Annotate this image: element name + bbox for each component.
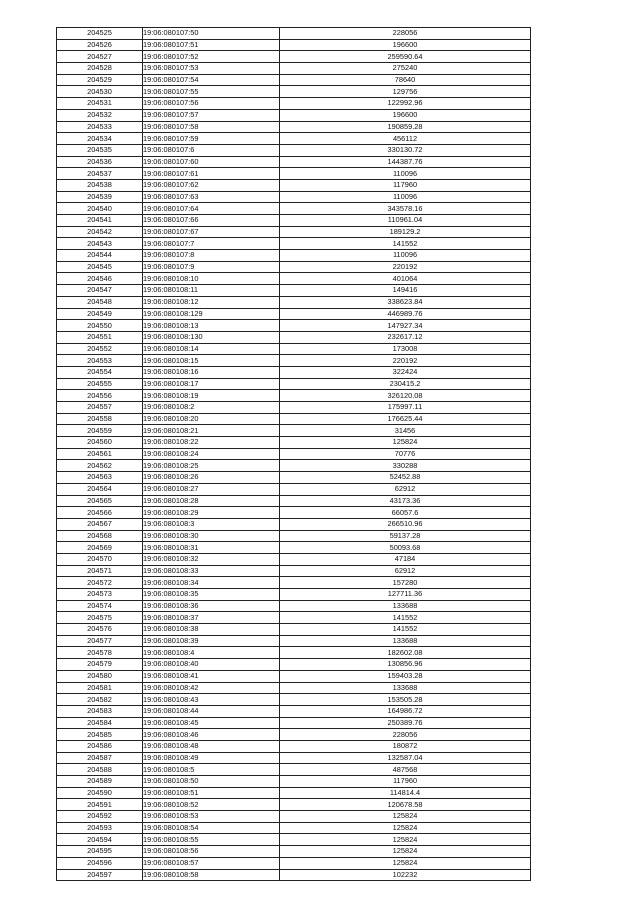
row-value-cell: 190859.28 bbox=[280, 121, 531, 133]
table-row bbox=[57, 518, 531, 530]
row-time-cell: 19:06:080108:34 bbox=[143, 577, 280, 589]
row-time-cell: 19:06:080108:57 bbox=[143, 857, 280, 869]
table-row bbox=[57, 308, 531, 320]
row-time-cell: 19:06:080108:37 bbox=[143, 612, 280, 624]
row-time-cell: 19:06:080107:63 bbox=[143, 191, 280, 203]
table-row bbox=[57, 261, 531, 273]
row-value-cell: 196600 bbox=[280, 39, 531, 51]
table-row bbox=[57, 109, 531, 121]
row-id-cell: 204561 bbox=[57, 448, 143, 460]
table-row bbox=[57, 483, 531, 495]
row-time-cell: 19:06:080108:27 bbox=[143, 483, 280, 495]
row-time-cell: 19:06:080108:35 bbox=[143, 589, 280, 601]
row-time-cell: 19:06:080108:17 bbox=[143, 378, 280, 390]
row-id-cell: 204548 bbox=[57, 296, 143, 308]
row-id-cell: 204590 bbox=[57, 787, 143, 799]
table-row bbox=[57, 542, 531, 554]
row-time-cell: 19:06:080107:53 bbox=[143, 63, 280, 75]
row-value-cell: 114814.4 bbox=[280, 787, 531, 799]
row-time-cell: 19:06:080108:30 bbox=[143, 530, 280, 542]
row-id-cell: 204532 bbox=[57, 109, 143, 121]
row-value-cell: 401064 bbox=[280, 273, 531, 285]
row-value-cell: 132587.04 bbox=[280, 752, 531, 764]
row-value-cell: 275240 bbox=[280, 63, 531, 75]
data-table bbox=[56, 27, 531, 881]
row-value-cell: 228056 bbox=[280, 729, 531, 741]
row-time-cell: 19:06:080107:6 bbox=[143, 144, 280, 156]
row-value-cell: 125824 bbox=[280, 811, 531, 823]
row-value-cell: 157280 bbox=[280, 577, 531, 589]
table-row bbox=[57, 98, 531, 110]
row-value-cell: 133688 bbox=[280, 635, 531, 647]
row-value-cell: 133688 bbox=[280, 600, 531, 612]
row-time-cell: 19:06:080108:50 bbox=[143, 776, 280, 788]
row-time-cell: 19:06:080108:26 bbox=[143, 472, 280, 484]
row-value-cell: 125824 bbox=[280, 822, 531, 834]
table-row bbox=[57, 565, 531, 577]
row-id-cell: 204550 bbox=[57, 320, 143, 332]
row-value-cell: 182602.08 bbox=[280, 647, 531, 659]
row-time-cell: 19:06:080108:31 bbox=[143, 542, 280, 554]
table-row bbox=[57, 553, 531, 565]
table-row bbox=[57, 133, 531, 145]
row-time-cell: 19:06:080107:56 bbox=[143, 98, 280, 110]
row-time-cell: 19:06:080108:16 bbox=[143, 366, 280, 378]
table-row bbox=[57, 624, 531, 636]
row-value-cell: 47184 bbox=[280, 553, 531, 565]
row-value-cell: 133688 bbox=[280, 682, 531, 694]
row-time-cell: 19:06:080107:9 bbox=[143, 261, 280, 273]
row-value-cell: 230415.2 bbox=[280, 378, 531, 390]
table-row bbox=[57, 448, 531, 460]
row-value-cell: 487568 bbox=[280, 764, 531, 776]
table-row bbox=[57, 238, 531, 250]
row-time-cell: 19:06:080108:10 bbox=[143, 273, 280, 285]
row-value-cell: 110096 bbox=[280, 250, 531, 262]
row-value-cell: 189129.2 bbox=[280, 226, 531, 238]
row-id-cell: 204538 bbox=[57, 179, 143, 191]
row-id-cell: 204528 bbox=[57, 63, 143, 75]
table-row bbox=[57, 869, 531, 881]
row-id-cell: 204571 bbox=[57, 565, 143, 577]
table-body bbox=[57, 28, 531, 881]
row-time-cell: 19:06:080108:48 bbox=[143, 740, 280, 752]
row-id-cell: 204580 bbox=[57, 670, 143, 682]
row-time-cell: 19:06:080108:33 bbox=[143, 565, 280, 577]
row-value-cell: 70776 bbox=[280, 448, 531, 460]
row-value-cell: 446989.76 bbox=[280, 308, 531, 320]
row-time-cell: 19:06:080108:24 bbox=[143, 448, 280, 460]
row-time-cell: 19:06:080108:58 bbox=[143, 869, 280, 881]
row-time-cell: 19:06:080108:15 bbox=[143, 355, 280, 367]
row-value-cell: 102232 bbox=[280, 869, 531, 881]
row-id-cell: 204573 bbox=[57, 589, 143, 601]
row-id-cell: 204572 bbox=[57, 577, 143, 589]
row-value-cell: 176625.44 bbox=[280, 413, 531, 425]
row-time-cell: 19:06:080108:129 bbox=[143, 308, 280, 320]
row-value-cell: 173008 bbox=[280, 343, 531, 355]
row-time-cell: 19:06:080108:39 bbox=[143, 635, 280, 647]
row-id-cell: 204552 bbox=[57, 343, 143, 355]
row-value-cell: 125824 bbox=[280, 437, 531, 449]
row-time-cell: 19:06:080107:58 bbox=[143, 121, 280, 133]
table-row bbox=[57, 366, 531, 378]
row-time-cell: 19:06:080108:2 bbox=[143, 402, 280, 414]
row-id-cell: 204537 bbox=[57, 168, 143, 180]
table-row bbox=[57, 857, 531, 869]
row-value-cell: 147927.34 bbox=[280, 320, 531, 332]
table-row bbox=[57, 390, 531, 402]
table-row bbox=[57, 507, 531, 519]
table-row bbox=[57, 647, 531, 659]
table-row bbox=[57, 694, 531, 706]
row-value-cell: 322424 bbox=[280, 366, 531, 378]
row-id-cell: 204553 bbox=[57, 355, 143, 367]
row-id-cell: 204596 bbox=[57, 857, 143, 869]
row-id-cell: 204549 bbox=[57, 308, 143, 320]
table-row bbox=[57, 811, 531, 823]
table-row bbox=[57, 460, 531, 472]
row-time-cell: 19:06:080108:28 bbox=[143, 495, 280, 507]
row-time-cell: 19:06:080108:46 bbox=[143, 729, 280, 741]
row-time-cell: 19:06:080108:54 bbox=[143, 822, 280, 834]
row-value-cell: 125824 bbox=[280, 846, 531, 858]
table-row bbox=[57, 530, 531, 542]
row-time-cell: 19:06:080108:3 bbox=[143, 518, 280, 530]
row-id-cell: 204577 bbox=[57, 635, 143, 647]
row-id-cell: 204534 bbox=[57, 133, 143, 145]
row-time-cell: 19:06:080108:49 bbox=[143, 752, 280, 764]
row-time-cell: 19:06:080108:12 bbox=[143, 296, 280, 308]
row-value-cell: 127711.36 bbox=[280, 589, 531, 601]
table-row bbox=[57, 577, 531, 589]
row-id-cell: 204539 bbox=[57, 191, 143, 203]
row-value-cell: 59137.28 bbox=[280, 530, 531, 542]
row-time-cell: 19:06:080108:130 bbox=[143, 331, 280, 343]
row-time-cell: 19:06:080108:21 bbox=[143, 425, 280, 437]
row-value-cell: 78640 bbox=[280, 74, 531, 86]
table-row bbox=[57, 331, 531, 343]
row-id-cell: 204576 bbox=[57, 624, 143, 636]
row-id-cell: 204592 bbox=[57, 811, 143, 823]
row-id-cell: 204569 bbox=[57, 542, 143, 554]
table-row bbox=[57, 168, 531, 180]
row-id-cell: 204551 bbox=[57, 331, 143, 343]
row-id-cell: 204582 bbox=[57, 694, 143, 706]
table-row bbox=[57, 425, 531, 437]
row-id-cell: 204558 bbox=[57, 413, 143, 425]
row-id-cell: 204587 bbox=[57, 752, 143, 764]
row-time-cell: 19:06:080108:14 bbox=[143, 343, 280, 355]
row-value-cell: 343578.16 bbox=[280, 203, 531, 215]
table-row bbox=[57, 28, 531, 40]
table-row bbox=[57, 320, 531, 332]
table-row bbox=[57, 787, 531, 799]
row-time-cell: 19:06:080108:25 bbox=[143, 460, 280, 472]
table-row bbox=[57, 705, 531, 717]
table-row bbox=[57, 495, 531, 507]
table-row bbox=[57, 589, 531, 601]
table-row bbox=[57, 776, 531, 788]
row-id-cell: 204588 bbox=[57, 764, 143, 776]
row-time-cell: 19:06:080107:55 bbox=[143, 86, 280, 98]
table-row bbox=[57, 86, 531, 98]
table-row bbox=[57, 834, 531, 846]
row-value-cell: 50093.68 bbox=[280, 542, 531, 554]
row-id-cell: 204554 bbox=[57, 366, 143, 378]
row-time-cell: 19:06:080108:43 bbox=[143, 694, 280, 706]
row-value-cell: 117960 bbox=[280, 776, 531, 788]
row-value-cell: 266510.96 bbox=[280, 518, 531, 530]
row-time-cell: 19:06:080108:40 bbox=[143, 659, 280, 671]
row-id-cell: 204579 bbox=[57, 659, 143, 671]
table-row bbox=[57, 437, 531, 449]
row-id-cell: 204544 bbox=[57, 250, 143, 262]
row-id-cell: 204533 bbox=[57, 121, 143, 133]
table-row bbox=[57, 413, 531, 425]
row-time-cell: 19:06:080108:53 bbox=[143, 811, 280, 823]
row-time-cell: 19:06:080107:7 bbox=[143, 238, 280, 250]
row-time-cell: 19:06:080107:50 bbox=[143, 28, 280, 40]
row-id-cell: 204535 bbox=[57, 144, 143, 156]
row-id-cell: 204586 bbox=[57, 740, 143, 752]
row-id-cell: 204543 bbox=[57, 238, 143, 250]
row-id-cell: 204578 bbox=[57, 647, 143, 659]
row-value-cell: 141552 bbox=[280, 238, 531, 250]
row-id-cell: 204547 bbox=[57, 285, 143, 297]
row-id-cell: 204525 bbox=[57, 28, 143, 40]
row-value-cell: 122992.96 bbox=[280, 98, 531, 110]
row-id-cell: 204556 bbox=[57, 390, 143, 402]
row-id-cell: 204574 bbox=[57, 600, 143, 612]
row-time-cell: 19:06:080108:45 bbox=[143, 717, 280, 729]
row-id-cell: 204565 bbox=[57, 495, 143, 507]
row-time-cell: 19:06:080108:4 bbox=[143, 647, 280, 659]
row-value-cell: 43173.36 bbox=[280, 495, 531, 507]
row-time-cell: 19:06:080107:54 bbox=[143, 74, 280, 86]
table-row bbox=[57, 203, 531, 215]
table-row bbox=[57, 226, 531, 238]
row-id-cell: 204583 bbox=[57, 705, 143, 717]
row-value-cell: 110096 bbox=[280, 191, 531, 203]
row-value-cell: 330288 bbox=[280, 460, 531, 472]
table-row bbox=[57, 764, 531, 776]
row-value-cell: 129756 bbox=[280, 86, 531, 98]
row-time-cell: 19:06:080108:32 bbox=[143, 553, 280, 565]
row-time-cell: 19:06:080108:5 bbox=[143, 764, 280, 776]
table-row bbox=[57, 215, 531, 227]
table-row bbox=[57, 717, 531, 729]
row-id-cell: 204530 bbox=[57, 86, 143, 98]
table-row bbox=[57, 121, 531, 133]
table-row bbox=[57, 682, 531, 694]
row-value-cell: 338623.84 bbox=[280, 296, 531, 308]
row-value-cell: 228056 bbox=[280, 28, 531, 40]
row-value-cell: 125824 bbox=[280, 834, 531, 846]
row-value-cell: 196600 bbox=[280, 109, 531, 121]
table-row bbox=[57, 63, 531, 75]
row-value-cell: 149416 bbox=[280, 285, 531, 297]
row-value-cell: 220192 bbox=[280, 261, 531, 273]
row-id-cell: 204563 bbox=[57, 472, 143, 484]
row-time-cell: 19:06:080107:62 bbox=[143, 179, 280, 191]
row-time-cell: 19:06:080108:13 bbox=[143, 320, 280, 332]
table-row bbox=[57, 402, 531, 414]
row-value-cell: 31456 bbox=[280, 425, 531, 437]
row-value-cell: 125824 bbox=[280, 857, 531, 869]
row-value-cell: 130856.96 bbox=[280, 659, 531, 671]
table-row bbox=[57, 144, 531, 156]
row-id-cell: 204584 bbox=[57, 717, 143, 729]
row-time-cell: 19:06:080107:51 bbox=[143, 39, 280, 51]
row-value-cell: 52452.88 bbox=[280, 472, 531, 484]
table-row bbox=[57, 612, 531, 624]
row-id-cell: 204557 bbox=[57, 402, 143, 414]
row-time-cell: 19:06:080108:52 bbox=[143, 799, 280, 811]
row-value-cell: 110096 bbox=[280, 168, 531, 180]
row-id-cell: 204595 bbox=[57, 846, 143, 858]
row-time-cell: 19:06:080107:67 bbox=[143, 226, 280, 238]
row-value-cell: 159403.28 bbox=[280, 670, 531, 682]
row-time-cell: 19:06:080107:59 bbox=[143, 133, 280, 145]
row-id-cell: 204594 bbox=[57, 834, 143, 846]
row-time-cell: 19:06:080107:64 bbox=[143, 203, 280, 215]
table-row bbox=[57, 74, 531, 86]
row-value-cell: 144387.76 bbox=[280, 156, 531, 168]
table-row bbox=[57, 729, 531, 741]
row-id-cell: 204555 bbox=[57, 378, 143, 390]
row-id-cell: 204546 bbox=[57, 273, 143, 285]
table-row bbox=[57, 846, 531, 858]
row-id-cell: 204567 bbox=[57, 518, 143, 530]
row-id-cell: 204542 bbox=[57, 226, 143, 238]
row-value-cell: 141552 bbox=[280, 624, 531, 636]
row-time-cell: 19:06:080107:60 bbox=[143, 156, 280, 168]
row-value-cell: 259590.64 bbox=[280, 51, 531, 63]
row-id-cell: 204589 bbox=[57, 776, 143, 788]
row-value-cell: 232617.12 bbox=[280, 331, 531, 343]
row-id-cell: 204529 bbox=[57, 74, 143, 86]
table-row bbox=[57, 822, 531, 834]
row-time-cell: 19:06:080107:52 bbox=[143, 51, 280, 63]
row-value-cell: 250389.76 bbox=[280, 717, 531, 729]
row-id-cell: 204581 bbox=[57, 682, 143, 694]
row-time-cell: 19:06:080108:19 bbox=[143, 390, 280, 402]
row-time-cell: 19:06:080107:66 bbox=[143, 215, 280, 227]
row-value-cell: 120678.58 bbox=[280, 799, 531, 811]
row-time-cell: 19:06:080108:55 bbox=[143, 834, 280, 846]
row-value-cell: 141552 bbox=[280, 612, 531, 624]
table-row bbox=[57, 635, 531, 647]
row-id-cell: 204559 bbox=[57, 425, 143, 437]
row-id-cell: 204566 bbox=[57, 507, 143, 519]
table-row bbox=[57, 343, 531, 355]
row-id-cell: 204562 bbox=[57, 460, 143, 472]
row-id-cell: 204591 bbox=[57, 799, 143, 811]
table-row bbox=[57, 355, 531, 367]
row-time-cell: 19:06:080108:42 bbox=[143, 682, 280, 694]
row-time-cell: 19:06:080108:36 bbox=[143, 600, 280, 612]
table-row bbox=[57, 752, 531, 764]
row-value-cell: 456112 bbox=[280, 133, 531, 145]
row-time-cell: 19:06:080108:56 bbox=[143, 846, 280, 858]
row-value-cell: 180872 bbox=[280, 740, 531, 752]
row-id-cell: 204526 bbox=[57, 39, 143, 51]
row-value-cell: 62912 bbox=[280, 483, 531, 495]
row-id-cell: 204536 bbox=[57, 156, 143, 168]
table-row bbox=[57, 156, 531, 168]
table-row bbox=[57, 39, 531, 51]
row-id-cell: 204545 bbox=[57, 261, 143, 273]
row-id-cell: 204540 bbox=[57, 203, 143, 215]
row-id-cell: 204564 bbox=[57, 483, 143, 495]
row-id-cell: 204568 bbox=[57, 530, 143, 542]
row-value-cell: 62912 bbox=[280, 565, 531, 577]
row-time-cell: 19:06:080107:57 bbox=[143, 109, 280, 121]
row-time-cell: 19:06:080108:29 bbox=[143, 507, 280, 519]
row-value-cell: 220192 bbox=[280, 355, 531, 367]
row-time-cell: 19:06:080108:20 bbox=[143, 413, 280, 425]
table-row bbox=[57, 273, 531, 285]
table-row bbox=[57, 799, 531, 811]
table-row bbox=[57, 191, 531, 203]
row-time-cell: 19:06:080107:61 bbox=[143, 168, 280, 180]
row-id-cell: 204597 bbox=[57, 869, 143, 881]
row-id-cell: 204585 bbox=[57, 729, 143, 741]
row-id-cell: 204527 bbox=[57, 51, 143, 63]
row-value-cell: 326120.08 bbox=[280, 390, 531, 402]
table-row bbox=[57, 378, 531, 390]
row-value-cell: 66057.6 bbox=[280, 507, 531, 519]
row-time-cell: 19:06:080108:41 bbox=[143, 670, 280, 682]
row-id-cell: 204593 bbox=[57, 822, 143, 834]
row-value-cell: 110961.04 bbox=[280, 215, 531, 227]
row-value-cell: 153505.28 bbox=[280, 694, 531, 706]
table-row bbox=[57, 600, 531, 612]
row-value-cell: 330130.72 bbox=[280, 144, 531, 156]
table-row bbox=[57, 740, 531, 752]
row-time-cell: 19:06:080108:22 bbox=[143, 437, 280, 449]
row-id-cell: 204570 bbox=[57, 553, 143, 565]
row-time-cell: 19:06:080108:51 bbox=[143, 787, 280, 799]
table-row bbox=[57, 296, 531, 308]
row-time-cell: 19:06:080108:38 bbox=[143, 624, 280, 636]
row-id-cell: 204575 bbox=[57, 612, 143, 624]
row-id-cell: 204531 bbox=[57, 98, 143, 110]
table-row bbox=[57, 179, 531, 191]
row-value-cell: 117960 bbox=[280, 179, 531, 191]
row-value-cell: 175997.11 bbox=[280, 402, 531, 414]
row-time-cell: 19:06:080107:8 bbox=[143, 250, 280, 262]
table-row bbox=[57, 285, 531, 297]
table-row bbox=[57, 472, 531, 484]
table-row bbox=[57, 659, 531, 671]
row-time-cell: 19:06:080108:11 bbox=[143, 285, 280, 297]
row-id-cell: 204560 bbox=[57, 437, 143, 449]
row-id-cell: 204541 bbox=[57, 215, 143, 227]
table-row bbox=[57, 670, 531, 682]
row-time-cell: 19:06:080108:44 bbox=[143, 705, 280, 717]
table-row bbox=[57, 51, 531, 63]
row-value-cell: 164986.72 bbox=[280, 705, 531, 717]
table-row bbox=[57, 250, 531, 262]
